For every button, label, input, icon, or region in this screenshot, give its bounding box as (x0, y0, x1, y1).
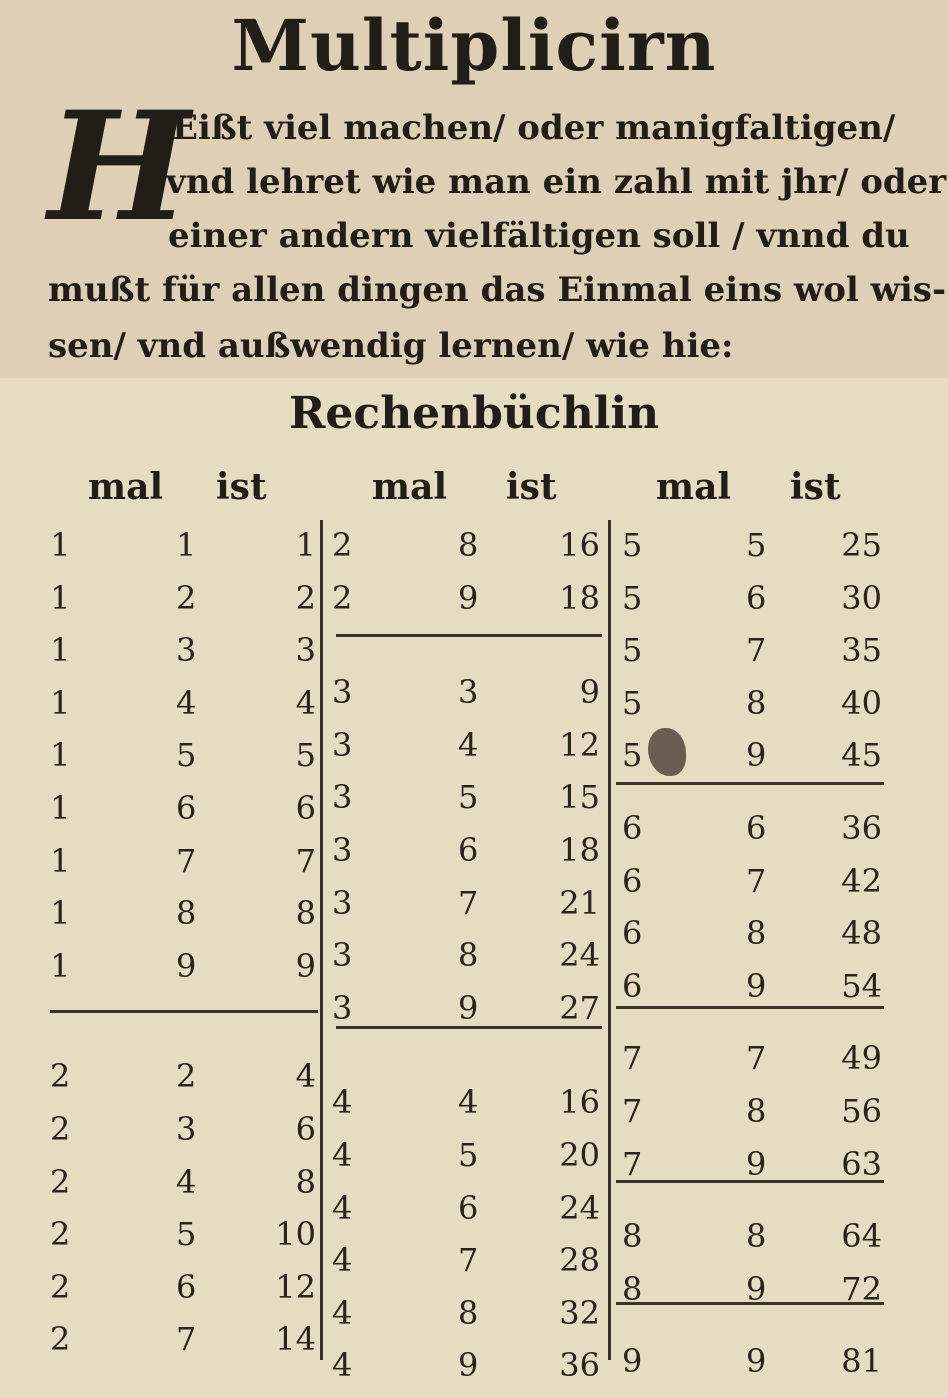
factor-a-cell: 3 (332, 884, 353, 922)
factor-a-cell: 3 (332, 989, 353, 1027)
factor-a-cell: 3 (332, 778, 353, 816)
intro-line-5: sen/ vnd außwendig lernen/ wie hie: (48, 326, 734, 366)
product-cell: 24 (559, 936, 600, 974)
factor-a-cell: 1 (50, 526, 71, 564)
factor-b-cell: 8 (746, 1217, 767, 1255)
factor-a-cell: 3 (332, 831, 353, 869)
factor-b-cell: 9 (746, 1342, 767, 1380)
factor-b-cell: 6 (176, 789, 197, 827)
intro-line-3: einer andern vielfältigen soll / vnnd du (168, 216, 910, 256)
intro-line-1: Eißt viel machen/ oder manigfaltigen/ (172, 108, 896, 148)
factor-b-cell: 6 (176, 1268, 197, 1306)
factor-a-cell: 1 (50, 947, 71, 985)
product-cell: 81 (841, 1342, 882, 1380)
factor-a-cell: 1 (50, 894, 71, 932)
factor-a-cell: 1 (50, 842, 71, 880)
factor-a-cell: 1 (50, 631, 71, 669)
column-divider-1 (320, 520, 323, 1360)
factor-a-cell: 8 (622, 1270, 643, 1308)
factor-a-cell: 2 (50, 1320, 71, 1358)
product-cell: 48 (841, 914, 882, 952)
factor-a-cell: 7 (622, 1092, 643, 1130)
factor-b-cell: 5 (176, 1215, 197, 1253)
product-cell: 14 (275, 1320, 316, 1358)
product-cell: 15 (559, 778, 600, 816)
factor-b-cell: 3 (458, 673, 479, 711)
factor-b-cell: 7 (458, 884, 479, 922)
product-cell: 18 (559, 831, 600, 869)
factor-a-cell: 1 (50, 684, 71, 722)
factor-b-cell: 3 (176, 631, 197, 669)
factor-b-cell: 8 (458, 936, 479, 974)
group-rule-col1-1 (50, 1010, 318, 1013)
product-cell: 2 (295, 579, 316, 617)
intro-line-4: mußt für allen dingen das Einmal eins wol wis- (48, 270, 947, 310)
factor-b-cell: 8 (458, 526, 479, 564)
product-cell: 4 (295, 684, 316, 722)
factor-b-cell: 5 (176, 736, 197, 774)
factor-b-cell: 4 (176, 1163, 197, 1201)
intro-line-2: vnd lehret wie man ein zahl mit jhr/ oder (166, 162, 947, 202)
factor-b-cell: 9 (746, 736, 767, 774)
header-ist-col1: ist (216, 466, 267, 508)
group-rule-col2-1 (336, 634, 602, 637)
factor-b-cell: 6 (458, 1189, 479, 1227)
product-cell: 25 (841, 526, 882, 564)
product-cell: 8 (295, 1163, 316, 1201)
factor-b-cell: 7 (176, 1320, 197, 1358)
factor-a-cell: 9 (622, 1342, 643, 1380)
factor-a-cell: 1 (50, 736, 71, 774)
header-ist-col3: ist (790, 466, 841, 508)
product-cell: 16 (559, 526, 600, 564)
product-cell: 6 (295, 789, 316, 827)
product-cell: 56 (841, 1092, 882, 1130)
factor-b-cell: 8 (746, 684, 767, 722)
factor-b-cell: 8 (176, 894, 197, 932)
factor-a-cell: 2 (50, 1057, 71, 1095)
product-cell: 49 (841, 1039, 882, 1077)
factor-a-cell: 6 (622, 914, 643, 952)
product-cell: 5 (295, 736, 316, 774)
product-cell: 9 (295, 947, 316, 985)
product-cell: 12 (559, 726, 600, 764)
product-cell: 10 (275, 1215, 316, 1253)
factor-a-cell: 3 (332, 673, 353, 711)
product-cell: 3 (295, 631, 316, 669)
factor-b-cell: 7 (458, 1241, 479, 1279)
product-cell: 54 (841, 967, 882, 1005)
factor-a-cell: 2 (332, 526, 353, 564)
factor-b-cell: 5 (458, 1136, 479, 1174)
product-cell: 32 (559, 1294, 600, 1332)
factor-a-cell: 4 (332, 1083, 353, 1121)
factor-a-cell: 2 (50, 1163, 71, 1201)
factor-a-cell: 4 (332, 1294, 353, 1332)
page-title: Multiplicirn (231, 4, 717, 87)
factor-a-cell: 3 (332, 726, 353, 764)
product-cell: 35 (841, 631, 882, 669)
factor-a-cell: 8 (622, 1217, 643, 1255)
factor-b-cell: 6 (746, 579, 767, 617)
product-cell: 64 (841, 1217, 882, 1255)
factor-b-cell: 9 (458, 1346, 479, 1384)
product-cell: 36 (841, 809, 882, 847)
column-divider-2 (608, 520, 611, 1360)
factor-a-cell: 6 (622, 809, 643, 847)
factor-b-cell: 8 (746, 1092, 767, 1130)
factor-a-cell: 5 (622, 579, 643, 617)
factor-a-cell: 7 (622, 1145, 643, 1183)
factor-a-cell: 2 (332, 579, 353, 617)
product-cell: 7 (295, 842, 316, 880)
factor-a-cell: 4 (332, 1189, 353, 1227)
group-rule-col3-2 (616, 1006, 884, 1009)
factor-b-cell: 5 (458, 778, 479, 816)
factor-b-cell: 6 (458, 831, 479, 869)
group-rule-col3-1 (616, 782, 884, 785)
factor-a-cell: 5 (622, 684, 643, 722)
factor-b-cell: 1 (176, 526, 197, 564)
factor-b-cell: 9 (746, 967, 767, 1005)
table-title: Rechenbüchlin (288, 388, 660, 439)
factor-a-cell: 3 (332, 936, 353, 974)
factor-b-cell: 2 (176, 579, 197, 617)
factor-b-cell: 4 (458, 726, 479, 764)
header-mal-col3: mal (656, 466, 732, 508)
product-cell: 24 (559, 1189, 600, 1227)
product-cell: 9 (579, 673, 600, 711)
factor-a-cell: 5 (622, 736, 643, 774)
factor-b-cell: 9 (458, 989, 479, 1027)
header-ist-col2: ist (506, 466, 557, 508)
factor-a-cell: 2 (50, 1110, 71, 1148)
product-cell: 40 (841, 684, 882, 722)
factor-a-cell: 4 (332, 1136, 353, 1174)
factor-a-cell: 6 (622, 967, 643, 1005)
product-cell: 8 (295, 894, 316, 932)
header-mal-col2: mal (372, 466, 448, 508)
factor-a-cell: 1 (50, 579, 71, 617)
factor-b-cell: 7 (176, 842, 197, 880)
factor-b-cell: 4 (176, 684, 197, 722)
product-cell: 20 (559, 1136, 600, 1174)
product-cell: 21 (559, 884, 600, 922)
factor-b-cell: 2 (176, 1057, 197, 1095)
factor-b-cell: 4 (458, 1083, 479, 1121)
factor-b-cell: 8 (458, 1294, 479, 1332)
factor-b-cell: 5 (746, 526, 767, 564)
product-cell: 4 (295, 1057, 316, 1095)
product-cell: 63 (841, 1145, 882, 1183)
factor-b-cell: 8 (746, 914, 767, 952)
product-cell: 42 (841, 862, 882, 900)
factor-b-cell: 6 (746, 809, 767, 847)
factor-a-cell: 1 (50, 789, 71, 827)
factor-a-cell: 4 (332, 1241, 353, 1279)
product-cell: 45 (841, 736, 882, 774)
factor-b-cell: 9 (746, 1145, 767, 1183)
factor-a-cell: 6 (622, 862, 643, 900)
product-cell: 16 (559, 1083, 600, 1121)
header-mal-col1: mal (88, 466, 164, 508)
product-cell: 28 (559, 1241, 600, 1279)
factor-b-cell: 7 (746, 1039, 767, 1077)
factor-b-cell: 7 (746, 631, 767, 669)
factor-a-cell: 2 (50, 1268, 71, 1306)
factor-b-cell: 9 (746, 1270, 767, 1308)
product-cell: 1 (295, 526, 316, 564)
product-cell: 6 (295, 1110, 316, 1148)
factor-a-cell: 2 (50, 1215, 71, 1253)
factor-b-cell: 7 (746, 862, 767, 900)
product-cell: 18 (559, 579, 600, 617)
factor-a-cell: 5 (622, 526, 643, 564)
factor-a-cell: 5 (622, 631, 643, 669)
product-cell: 36 (559, 1346, 600, 1384)
product-cell: 27 (559, 989, 600, 1027)
factor-a-cell: 4 (332, 1346, 353, 1384)
product-cell: 30 (841, 579, 882, 617)
factor-b-cell: 9 (176, 947, 197, 985)
product-cell: 12 (275, 1268, 316, 1306)
factor-b-cell: 3 (176, 1110, 197, 1148)
product-cell: 72 (841, 1270, 882, 1308)
factor-a-cell: 7 (622, 1039, 643, 1077)
decorated-initial: H (48, 79, 190, 255)
factor-b-cell: 9 (458, 579, 479, 617)
